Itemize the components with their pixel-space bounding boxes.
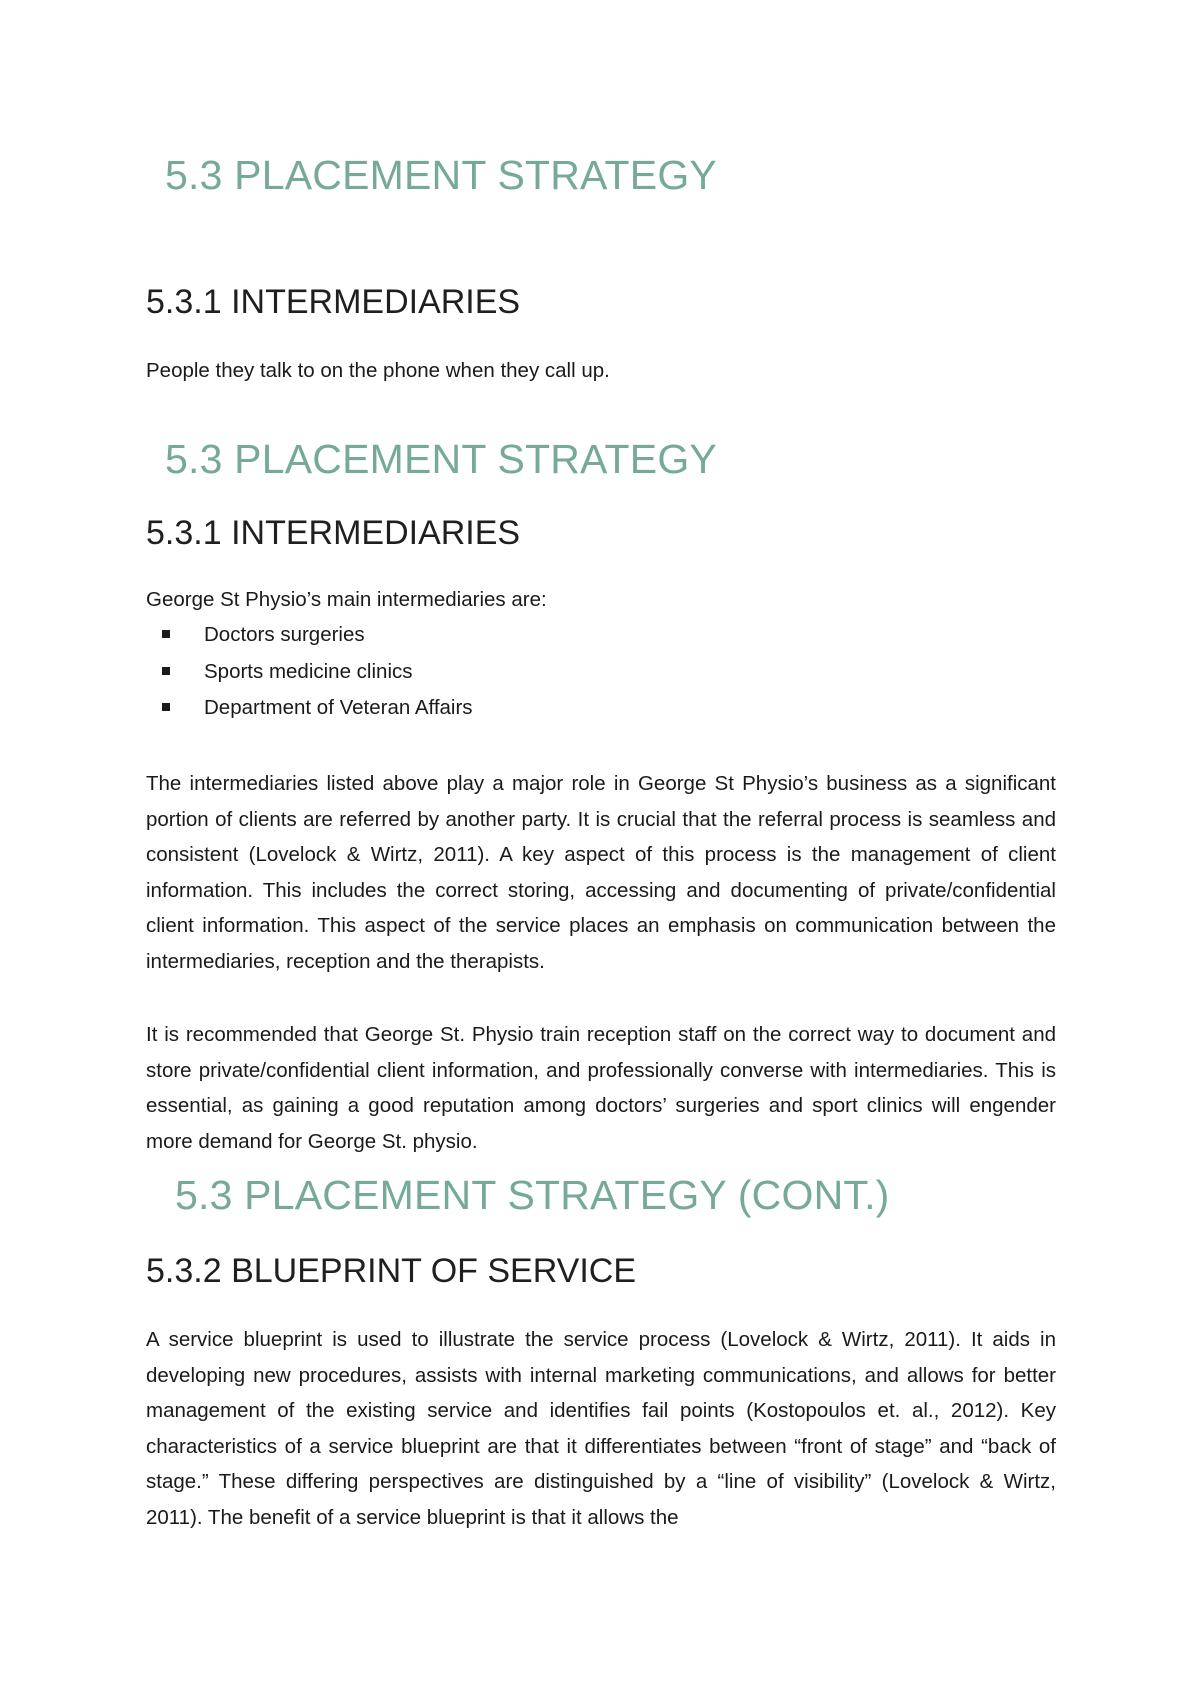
subsection-title-intermediaries: 5.3.1 INTERMEDIARIES — [146, 283, 521, 321]
section-title-placement-strategy-cont: 5.3 PLACEMENT STRATEGY (CONT.) — [175, 1172, 890, 1218]
list-item — [146, 654, 473, 691]
square-bullet-icon — [162, 667, 170, 675]
list-item-label: Department of Veteran Affairs — [204, 696, 473, 719]
intermediaries-paragraph: The intermediaries listed above play a major role in George St Physio’s business as a significant portion of clients are referred by another party. It is crucial that the referral process is seamless and consistent (Lovelock & Wirtz, 2011). A key aspect of this process is the management of client information. This includes the correct storing, accessing and documenting of private/confidential client information. This aspect of the service places an emphasis on communication between the intermediaries, reception and the therapists. — [146, 772, 1056, 973]
intermediaries-intro: George St Physio’s main intermediaries are: — [146, 588, 547, 611]
subsection-title-blueprint-of-service: 5.3.2 BLUEPRINT OF SERVICE — [146, 1252, 637, 1290]
intermediaries-list — [146, 617, 473, 727]
intermediaries-note: People they talk to on the phone when they call up. — [146, 359, 610, 382]
subsection-title-intermediaries-repeat: 5.3.1 INTERMEDIARIES — [146, 514, 521, 552]
list-item — [146, 617, 473, 654]
section-title-placement-strategy: 5.3 PLACEMENT STRATEGY — [165, 152, 717, 198]
blueprint-paragraph: A service blueprint is used to illustrate the service process (Lovelock & Wirtz, 2011). It aids in developing new procedures, assists with internal marketing communications, and allows for better management of the existing service and identifies fail points (Kostopoulos et. al., 2012). Key characteristics of a service blueprint are that it differentiates between “front of stage” and “back of stage.” These differing perspectives are distinguished by a “line of visibility” (Lovelock & Wirtz, 2011). The benefit of a service blueprint is that it allows the — [146, 1328, 1056, 1529]
list-item — [146, 690, 473, 727]
square-bullet-icon — [162, 630, 170, 638]
list-item-label: Sports medicine clinics — [204, 659, 413, 683]
list-item-label: Doctors surgeries — [204, 623, 365, 646]
section-title-placement-strategy-repeat: 5.3 PLACEMENT STRATEGY — [165, 436, 717, 482]
recommendation-paragraph: It is recommended that George St. Physio train reception staff on the correct way to document and store private/confidential client information, and professionally converse with intermediaries. This is essential, as gaining a good reputation among doctors’ surgeries and sport clinics will engender more demand for George St. physio. — [146, 1023, 1056, 1153]
square-bullet-icon — [162, 703, 170, 711]
